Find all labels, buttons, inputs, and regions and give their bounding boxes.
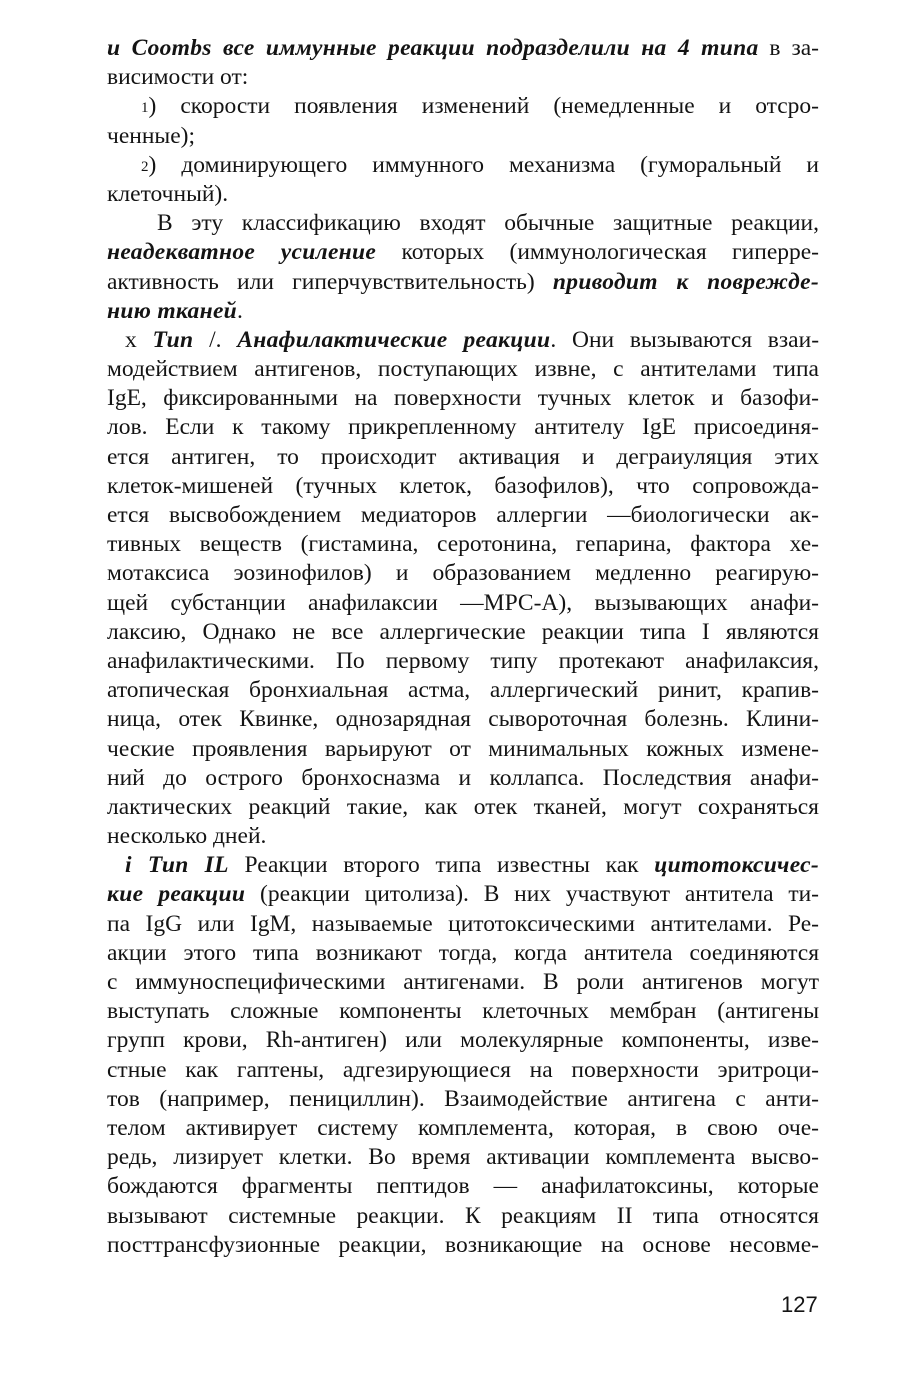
- text-line: стные как гаптены, адгезирующиеся на поверхности эритроци-: [107, 1056, 819, 1083]
- page-number: 127: [781, 1292, 818, 1317]
- text-line: лов. Если к такому прикрепленному антителу IgE присоединя-: [107, 414, 819, 441]
- list-item: 2) доминирующего иммунного механизма (гуморальный и: [141, 151, 819, 178]
- text-line: тов (например, пенициллин). Взаимодействие антигена с анти-: [107, 1085, 819, 1112]
- text-line: бождаются фрагменты пептидов — анафилатоксины, которые: [107, 1173, 819, 1200]
- text-line: и Coombs все иммунные реакции подразделили на 4 типа в за-: [107, 35, 820, 61]
- text-line: редь, лизирует клетки. Во время активации комплемента высво-: [107, 1144, 819, 1171]
- text-line: посттрансфузионные реакции, возникающие на основе несовме-: [107, 1231, 819, 1258]
- text-line: несколько дней.: [107, 823, 267, 850]
- section-heading-line: x Тип /. Анафилактические реакции. Они вызываются взаи-: [125, 326, 820, 353]
- text-line: висимости от:: [107, 64, 249, 91]
- text-line: ница, отек Квинке, однозарядная сывороточная болезнь. Клини-: [107, 706, 819, 733]
- text-line: ется высвобождением медиаторов аллергии —биологически ак-: [107, 502, 819, 528]
- text-line: IgE, фиксированными на поверхности тучных клеток и базофи-: [107, 385, 819, 412]
- text-line: лактических реакций такие, как отек тканей, могут сохраняться: [107, 793, 819, 820]
- text-line: клеточный).: [107, 180, 229, 207]
- text-line: клеток-мишеней (тучных клеток, базофилов), что сопровожда-: [107, 472, 819, 499]
- text-line: В эту классификацию входят обычные защитные реакции,: [157, 210, 819, 237]
- text-line: вызывают системные реакции. К реакциям II типа относятся: [107, 1202, 819, 1229]
- text-line: акции этого типа возникают тогда, когда антитела соединяются: [107, 939, 819, 966]
- text-line: лаксию, Однако не все аллергические реакции типа I являются: [107, 618, 819, 645]
- section-heading-line: i Тип IL Реакции второго типа известны как цитотоксичес-: [125, 852, 819, 879]
- text-line: кие реакции (реакции цитолиза). В них участвуют антитела ти-: [107, 881, 820, 908]
- text-line: ний до острого бронхосназма и коллапса. Последствия анафи-: [107, 764, 819, 791]
- page-body: [107, 34, 819, 1260]
- text-line: модействием антигенов, поступающих извне, с антителами типа: [107, 356, 819, 383]
- text-line: групп крови, Rh-антиген) или молекулярные компоненты, изве-: [107, 1027, 819, 1054]
- text-line: анафилактическими. По первому типу протекают анафилаксия,: [107, 647, 819, 674]
- text-line: мотаксиса эозинофилов) и образованием медленно реагирую-: [107, 560, 819, 587]
- text-line: с иммуноспецифическими антигенами. В роли антигенов могут: [107, 969, 819, 995]
- text-line: па IgG или IgM, называемые цитотоксическими антителами. Ре-: [107, 910, 819, 937]
- text-line: активность или гиперчувствительность) приводит к поврежде-: [107, 268, 819, 295]
- text-line: тивных веществ (гистамина, серотонина, гепарина, фактора хе-: [107, 531, 819, 558]
- text-line: телом активирует систему комплемента, которая, в свою оче-: [107, 1114, 819, 1141]
- text-line: щей субстанции анафилаксии —МРС-А), вызывающих анафи-: [107, 589, 819, 616]
- text-line: ченные);: [107, 122, 195, 149]
- text-line: выступать сложные компоненты клеточных мембран (антигены: [107, 998, 819, 1025]
- text-line: ческие проявления варьируют от минимальных кожных измене-: [107, 735, 819, 762]
- text-line: нию тканей.: [107, 297, 243, 324]
- text-line: атопическая бронхиальная астма, аллергический ринит, крапив-: [107, 677, 819, 704]
- text-line: ется антиген, то происходит активация и деграиуляция этих: [107, 443, 819, 470]
- list-item: 1) скорости появления изменений (немедленные и отсро-: [141, 93, 819, 120]
- text-line: неадекватное усиление которых (иммунологическая гиперре-: [107, 239, 820, 266]
